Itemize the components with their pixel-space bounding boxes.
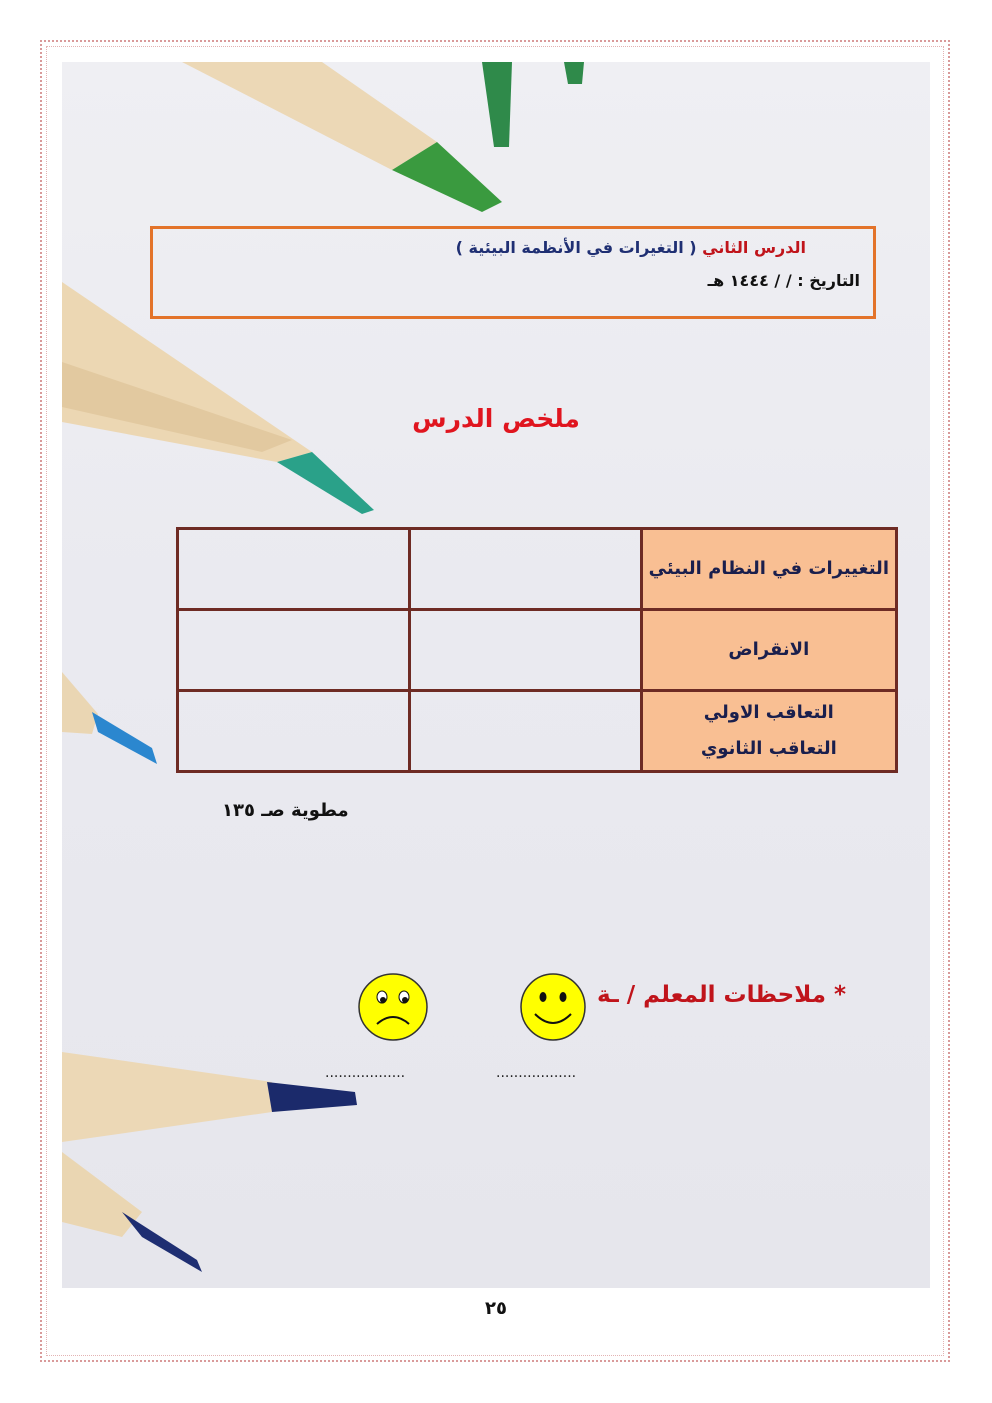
pencil-navy-2 <box>62 1152 202 1272</box>
blank-cell[interactable] <box>409 691 641 772</box>
pencil-green-top <box>182 62 502 212</box>
lesson-topic: ( التغيرات في الأنظمة البيئية ) <box>455 238 697 257</box>
smiley-face-icon[interactable] <box>519 972 587 1042</box>
pencil-navy-1 <box>62 1052 357 1142</box>
summary-table <box>176 527 898 773</box>
summary-title: ملخص الدرس <box>412 404 580 433</box>
lesson-title <box>456 238 806 257</box>
row-header-line: الانقراض <box>728 639 810 660</box>
blank-cell[interactable] <box>178 610 410 691</box>
teacher-notes-label: * ملاحظات المعلم / ـة <box>596 982 846 1008</box>
blank-cell[interactable] <box>178 691 410 772</box>
blank-cell[interactable] <box>409 610 641 691</box>
row-header-line: التعاقب الاولي <box>703 702 834 723</box>
row-header-line: التعاقب الثانوي <box>700 738 837 759</box>
blank-cell[interactable] <box>409 529 641 610</box>
pencil-blue <box>62 672 157 764</box>
foldable-reference: مطوية صـ ١٣٥ <box>222 800 349 821</box>
table-row <box>178 529 897 610</box>
pencil-green-small <box>482 62 584 147</box>
row-header <box>641 610 896 691</box>
notes-dots-sad: .................. <box>325 1065 406 1081</box>
date-line: التاريخ : / / ١٤٤٤ هـ <box>707 271 860 290</box>
row-header <box>641 691 896 772</box>
row-header-line: التغييرات في النظام البيئي <box>648 558 889 579</box>
sad-face-icon[interactable] <box>357 972 429 1042</box>
page-number: ٢٥ <box>485 1298 507 1319</box>
row-header <box>641 529 896 610</box>
blank-cell[interactable] <box>178 529 410 610</box>
table-row <box>178 610 897 691</box>
lesson-label: الدرس الثاني <box>702 238 806 257</box>
table-row <box>178 691 897 772</box>
notes-dots-happy: .................. <box>496 1065 577 1081</box>
